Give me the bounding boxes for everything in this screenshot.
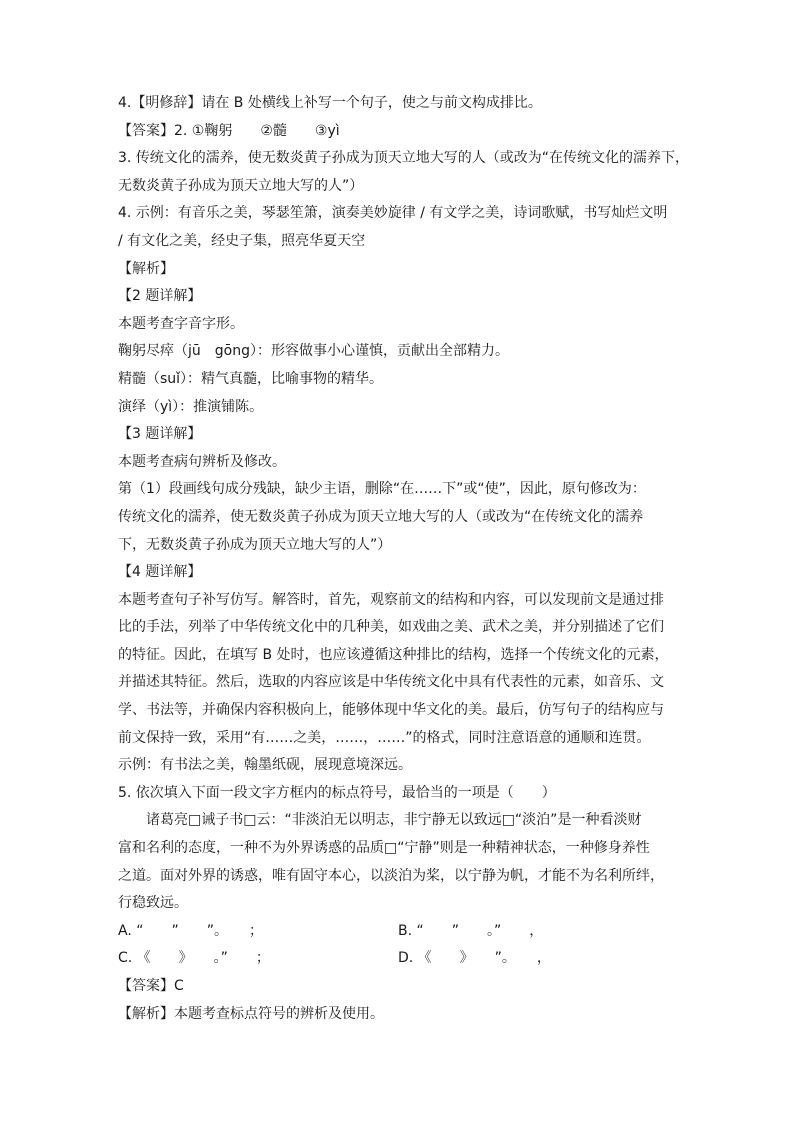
option-d: D. 《 》 ”。 ， — [398, 950, 551, 967]
q3-detail-line3: 下，无数炎黄子孙成为顶天立地大写的人”） — [118, 536, 392, 553]
q2-detail-heading: 【2 题详解】 — [118, 288, 202, 305]
q4-detail-line6: 前文保持一致，采用“有……之美，……，……”的格式，同时注意语意的通顺和连贯。 — [118, 729, 651, 746]
answer-q5: 【答案】C — [118, 978, 184, 994]
q4-detail-line1: 本题考查句子补写仿写。解答时，首先，观察前文的结构和内容，可以发现前文是通过排 — [118, 591, 664, 608]
question-5-prompt: 5. 依次填入下面一段文字方框内的标点符号，最恰当的一项是（ ） — [118, 784, 556, 801]
question-4-prompt: 4.【明修辞】请在 B 处横线上补写一个句子，使之与前文构成排比。 — [118, 95, 542, 111]
options-row-1 — [118, 918, 678, 946]
q3-detail-line1: 第（1）段画线句成分残缺，缺少主语，删除“在……下”或“使”，因此，原句修改为： — [118, 481, 646, 498]
passage-line3: 之道。面对外界的诱惑，唯有固守本心，以淡泊为桨，以宁静为帆，才能不为名利所绊， — [118, 867, 664, 884]
answer-q2: 【答案】2. ①鞠躬 ②髓 ③yì — [118, 122, 340, 139]
passage-line4: 行稳致远。 — [118, 895, 188, 912]
option-a: A. “ ” ”。 ； — [118, 922, 263, 939]
q3-detail-intro: 本题考查病句辨析及修改。 — [118, 453, 286, 470]
analysis-q5: 【解析】本题考查标点符号的辨析及使用。 — [118, 1005, 384, 1022]
option-b: B. “ ” 。” ， — [398, 922, 544, 939]
q4-detail-line5: 学、书法等，并确保内容积极向上，能够体现中华文化的美。最后，仿写句子的结构应与 — [118, 702, 664, 719]
answer-q4-line1: 4. 示例：有音乐之美，琴瑟笙箫，演奏美妙旋律 / 有文学之美，诗词歌赋，书写灿烂文明 — [118, 205, 668, 222]
q2-detail-item-1: 鞠躬尽瘁（jū gōng）：形容做事小心谨慎，贡献出全部精力。 — [118, 343, 509, 360]
options-row-2 — [118, 945, 678, 973]
q4-detail-line3: 的特征。因此，在填写 B 处时，也应该遵循这种排比的结构，选择一个传统文化的元素， — [118, 646, 669, 663]
analysis-heading: 【解析】 — [118, 260, 174, 277]
answer-q3-line2: 无数炎黄子孙成为顶天立地大写的人”） — [118, 177, 364, 194]
answer-q3-line1: 3. 传统文化的濡养，使无数炎黄子孙成为顶天立地大写的人（或改为“在传统文化的濡养下， — [118, 150, 690, 167]
q4-detail-line2: 比的手法，列举了中华传统文化中的几种美，如戏曲之美、武术之美，并分别描述了它们 — [118, 619, 664, 636]
passage-line1: 诸葛亮□诫子书□云：“非淡泊无以明志，非宁静无以致远□“淡泊”是一种看淡财 — [146, 812, 642, 829]
answer-q4-line2: / 有文化之美，经史子集，照亮华夏天空 — [118, 232, 366, 249]
q2-detail-item-2: 精髓（suǐ）：精气真髓，比喻事物的精华。 — [118, 370, 384, 387]
q2-detail-item-3: 演绎（yì）：推演铺陈。 — [118, 398, 264, 415]
q2-detail-intro: 本题考查字音字形。 — [118, 315, 244, 332]
q3-detail-line2: 传统文化的濡养，使无数炎黄子孙成为顶天立地大写的人（或改为“在传统文化的濡养 — [118, 508, 644, 525]
passage-line2: 富和名利的态度，一种不为外界诱惑的品质□“宁静”则是一种精神状态，一种修身养性 — [118, 840, 650, 857]
option-c: C. 《 》 。” ； — [118, 950, 270, 967]
q4-example: 示例：有书法之美，翰墨纸砚，展现意境深远。 — [118, 757, 412, 774]
q4-detail-line4: 并描述其特征。然后，选取的内容应该是中华传统文化中具有代表性的元素，如音乐、文 — [118, 674, 664, 691]
document-page — [118, 90, 690, 1028]
q4-detail-heading: 【4 题详解】 — [118, 564, 202, 581]
q3-detail-heading: 【3 题详解】 — [118, 426, 202, 443]
